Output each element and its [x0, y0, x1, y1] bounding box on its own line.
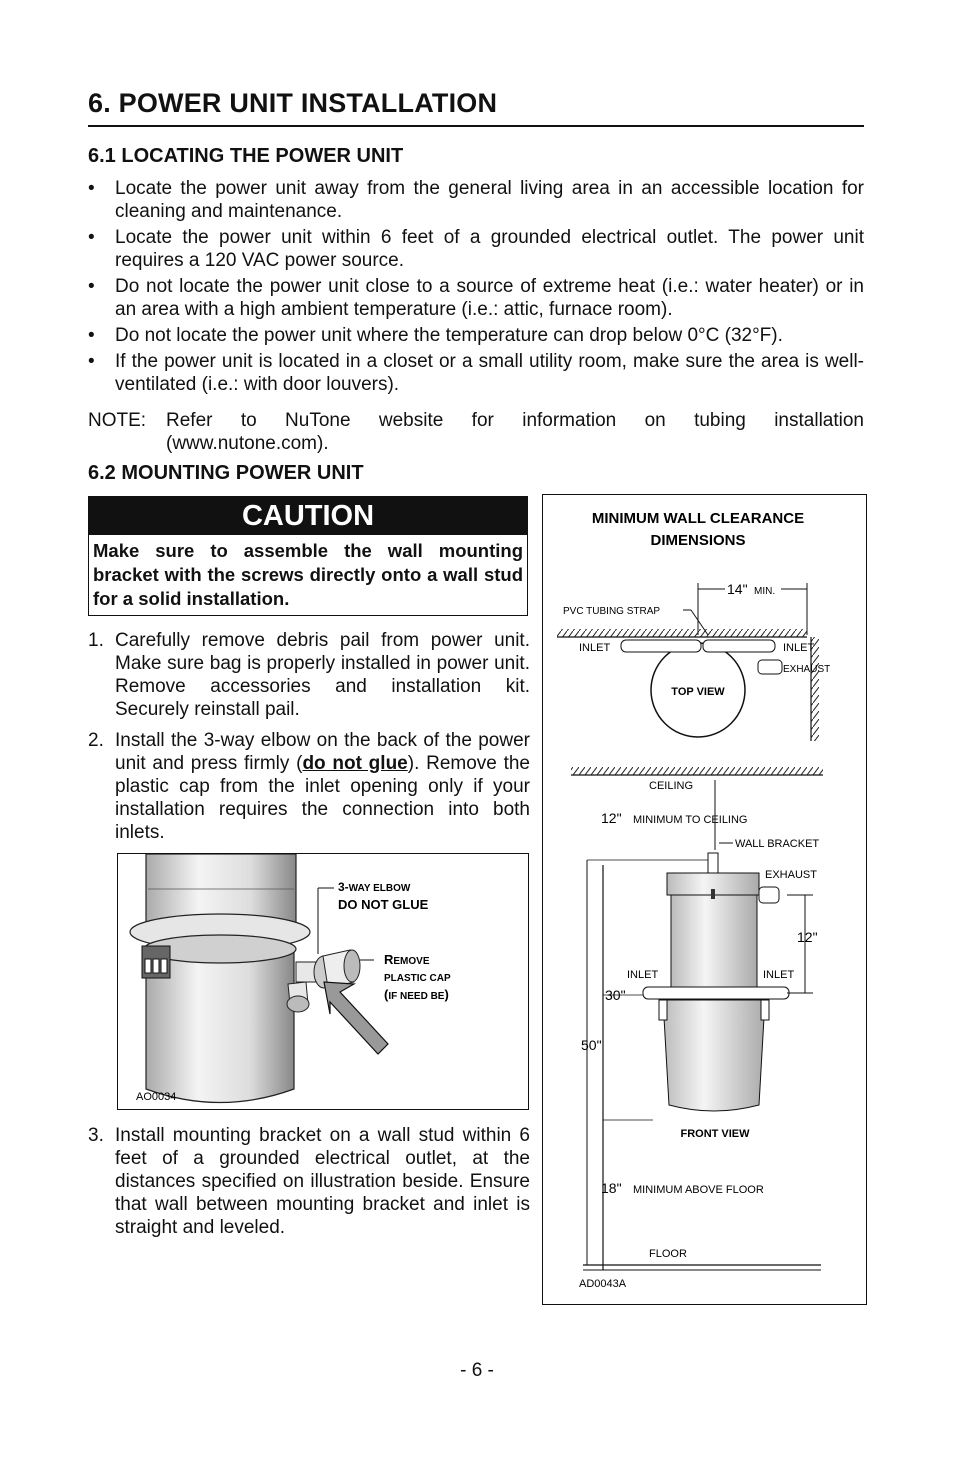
step-number: 1.: [88, 630, 104, 651]
top-inlet-right-label: INLET: [783, 642, 815, 654]
svg-text:3-WAY ELBOW: [338, 880, 411, 894]
svg-text:REMOVE: [384, 952, 430, 967]
note-line-1: Refer to NuTone website for information on tubing installation: [166, 410, 864, 431]
dim-14-value: 14": [727, 581, 748, 597]
front-inlet-left-label: INLET: [627, 969, 659, 981]
step-2: [88, 729, 530, 844]
dim-18-floor-value: 18": [601, 1180, 622, 1196]
floor-label: FLOOR: [649, 1248, 687, 1260]
figure-code: AO0034: [136, 1091, 177, 1103]
step-number: 2.: [88, 730, 104, 751]
remove-label-2: EMOVE: [393, 956, 430, 967]
bullet-item: • Locate the power unit within 6 feet of a grounded electrical outlet. The power unit requires a 120 VAC power source.: [88, 226, 864, 272]
power-unit-elbow-drawing: [118, 854, 528, 1109]
wall-bracket-label: WALL BRACKET: [735, 838, 820, 850]
do-not-glue-emphasis: do not glue: [302, 753, 408, 774]
top-exhaust-label: EXHAUST: [783, 664, 831, 675]
remove-label-4: (: [384, 987, 389, 1002]
bullet-item: • Do not locate the power unit where the temperature can drop below 0°C (32°F).: [88, 324, 864, 347]
website-note: [88, 409, 864, 455]
note-line-2: (www.nutone.com).: [166, 433, 329, 454]
dim-12-ceiling-value: 12": [601, 810, 622, 826]
step-3: [88, 1124, 530, 1239]
top-view-label: TOP VIEW: [671, 686, 725, 698]
front-inlet-right-label: INLET: [763, 969, 795, 981]
diagram-code: AD0043A: [579, 1278, 627, 1290]
pvc-strap-label: PVC TUBING STRAP: [563, 606, 661, 617]
exhaust-label: EXHAUST: [765, 869, 817, 881]
remove-label-6: ): [444, 987, 449, 1002]
title-rule: [88, 125, 864, 127]
remove-label-1: R: [384, 952, 394, 967]
remove-label-5: IF NEED BE: [388, 991, 445, 1002]
bullet-item: • Do not locate the power unit close to a source of extreme heat (i.e.: water heater) or in an area with a high ambient temperature (i.e.: attic, furnace room).: [88, 275, 864, 321]
elbow-label-3: DO NOT GLUE: [338, 897, 429, 912]
dim-50-value: 50": [581, 1037, 602, 1053]
dim-30-value: 30": [605, 987, 626, 1003]
front-view-label: FRONT VIEW: [680, 1128, 750, 1140]
bullet-item: • Locate the power unit away from the general living area in an accessible location for cleaning and maintenance.: [88, 177, 864, 223]
svg-text:(IF NEED BE): [384, 987, 449, 1002]
section-6-2-heading: 6.2 MOUNTING POWER UNIT: [88, 462, 364, 484]
remove-label-3: PLASTIC CAP: [384, 973, 451, 984]
page-number: - 6 -: [460, 1360, 494, 1381]
clearance-drawing: [543, 495, 866, 1304]
diagram-title-2: DIMENSIONS: [650, 532, 746, 549]
caution-body: Make sure to assemble the wall mounting bracket with the screws directly onto a wall stud for a solid installation.: [93, 540, 523, 609]
step-text: ). Remove the plastic cap from the inlet opening only if your installation requires the connection into both inlets.: [115, 753, 530, 843]
locating-bullet-list: [88, 177, 864, 399]
dim-14-min: MIN.: [754, 586, 776, 597]
note-label: NOTE:: [88, 410, 147, 431]
top-inlet-left-label: INLET: [579, 642, 611, 654]
step-text: Install mounting bracket on a wall stud within 6 feet of a grounded electrical outlet, at the distances specified on illustration beside. Ensure that wall between mounting bracket and inlet is straight and leveled.: [115, 1125, 530, 1238]
elbow-label-1: 3-: [338, 880, 349, 894]
dim-12-ceiling-text: MINIMUM TO CEILING: [633, 814, 748, 826]
diagram-title-1: MINIMUM WALL CLEARANCE: [591, 510, 805, 527]
ceiling-label: CEILING: [649, 780, 694, 792]
dim-18-floor-text: MINIMUM ABOVE FLOOR: [633, 1184, 764, 1196]
clearance-diagram: [542, 494, 867, 1305]
caution-title: CAUTION: [89, 497, 527, 535]
section-6-1-heading: 6.1 LOCATING THE POWER UNIT: [88, 145, 404, 167]
caution-box: [88, 496, 528, 616]
bullet-item: • If the power unit is located in a closet or a small utility room, make sure the area is well-ventilated (i.e.: with door louvers).: [88, 350, 864, 396]
elbow-illustration: [117, 853, 529, 1110]
step-text: Install the 3-way elbow on the back of the power unit and press firmly (: [115, 730, 530, 774]
elbow-label-2: WAY ELBOW: [348, 883, 411, 894]
step-1: [88, 629, 530, 721]
step-number: 3.: [88, 1125, 104, 1146]
step-text: Carefully remove debris pail from power unit. Make sure bag is properly installed in power unit. Remove accessories and installation kit. Securely reinstall pail.: [115, 630, 530, 720]
dim-12-exhaust-value: 12": [797, 929, 818, 945]
page-title: 6. POWER UNIT INSTALLATION: [88, 88, 498, 118]
